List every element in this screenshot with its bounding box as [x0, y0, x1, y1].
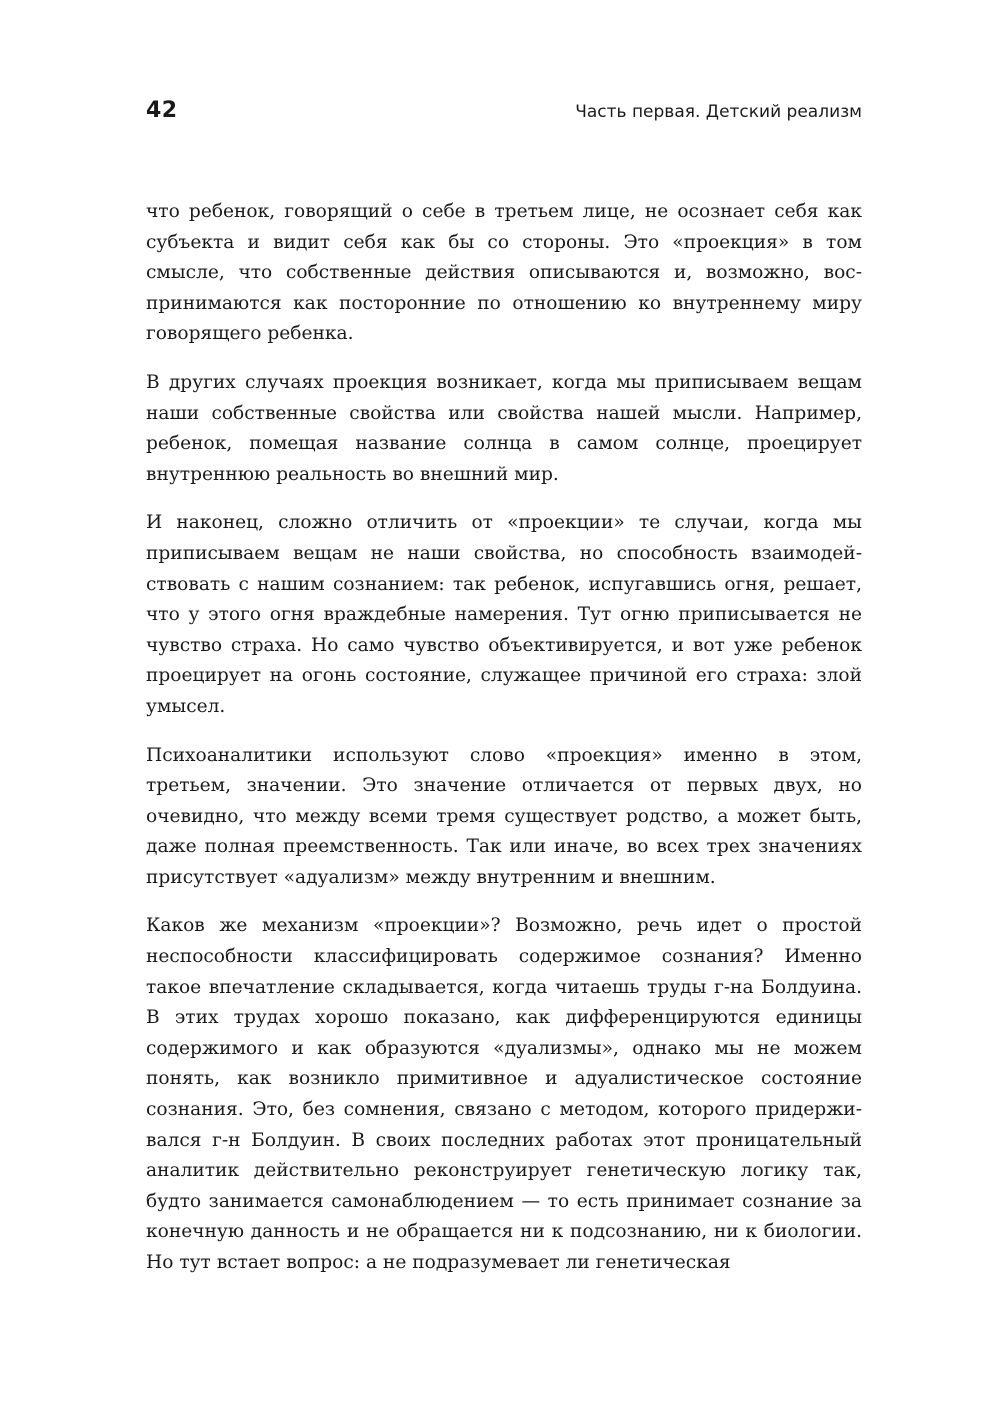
- section-title: Часть первая. Детский реализм: [575, 102, 862, 122]
- body-text: [146, 197, 862, 1297]
- paragraph: В других случаях проекция возникает, когда мы приписываем вещам наши собственные свойства или свойства нашей мысли. Например, ребенок, помещая название солнца в самом солнце, проецирует внутреннюю реальность во внешний мир.: [146, 371, 862, 485]
- page-number: 42: [146, 98, 178, 123]
- running-header: [146, 98, 862, 132]
- paragraph: И наконец, сложно отличить от «проекции» те случаи, когда мы приписываем вещам не наши свойства, но способность взаимодействовать с нашим сознанием: так ребенок, испугавшись огня, решает, что у этого огня враждебные намерения. Тут огню приписывается не чувство страха. Но само чувство объективируется, и вот уже ребенок проецирует на огонь состояние, служащее причиной его страха: злой умысел.: [146, 512, 862, 717]
- paragraph: Каков же механизм «проекции»? Возможно, речь идет о простой неспособности классифицировать содержимое сознания? Именно такое впечатление складывается, когда читаешь труды г-на Болдуина. В этих трудах хорошо показано, как дифференцируются единицы содержимого и как образуются «дуализмы», однако мы не можем понять, как возникло примитивное и адуалистическое состояние сознания. Это, без сомнения, связано с методом, которого придерживался г-н Болдуин. В своих последних работах этот проницательный аналитик действительно реконструирует генетическую логику так, будто занимается самонаблюдением — то есть принимает сознание за конечную данность и не обращается ни к подсознанию, ни к биологии. Но тут встает вопрос: а не подразумевает ли генетическая: [146, 915, 862, 1273]
- paragraph: что ребенок, говорящий о себе в третьем лице, не осознает себя как субъекта и видит себя как бы со стороны. Это «проекция» в том смысле, что собственные действия описываются и, возможно, воспринимаются как посторонние по отношению ко внутреннему миру говорящего ребенка.: [146, 201, 862, 345]
- paragraph: Психоаналитики используют слово «проекция» именно в этом, третьем, значении. Это значение отличается от первых двух, но очевидно, что между всеми тремя существует родство, а может быть, даже полная преемственность. Так или иначе, во всех трех значениях присутствует «адуализм» между внутренним и внешним.: [146, 744, 862, 888]
